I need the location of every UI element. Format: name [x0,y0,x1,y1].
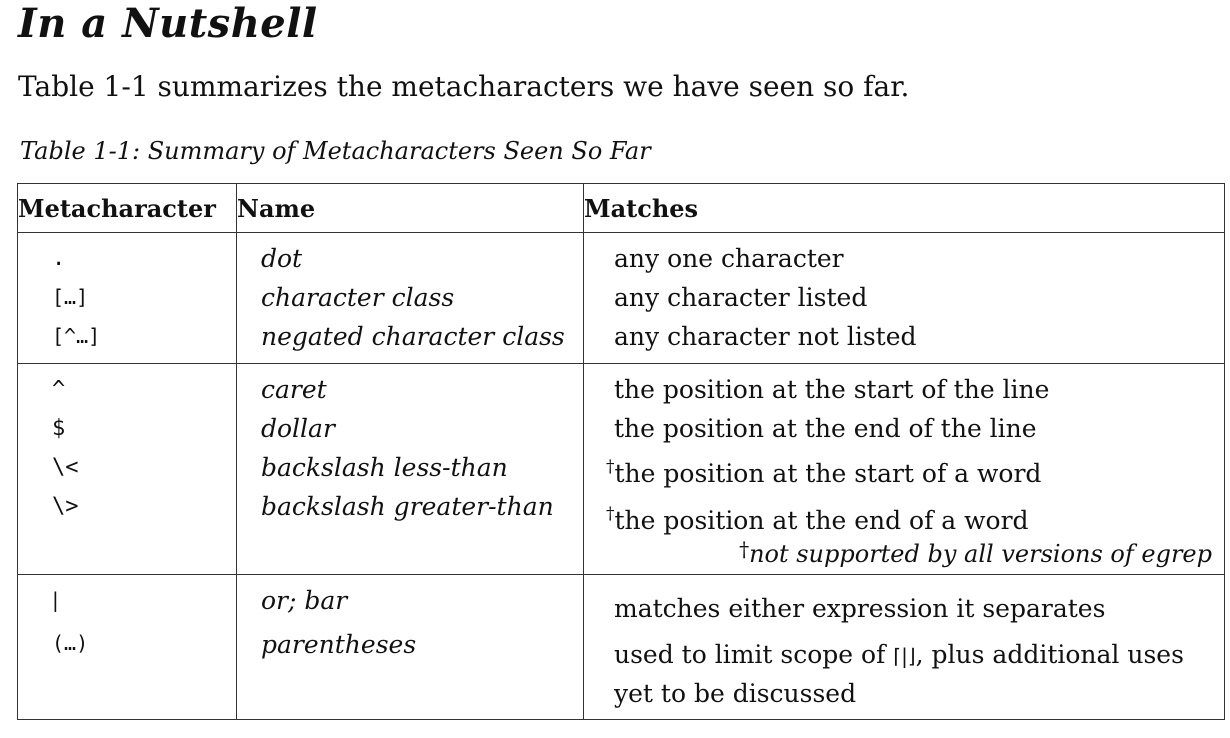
match-parentheses-continued: yet to be discussed [614,679,857,708]
match-word-start [584,448,1224,487]
name-dollar: dollar [261,414,335,443]
match-word-end-text: the position at the end of a word [614,506,1029,535]
table-row-group-1 [18,233,1225,364]
section-heading: In a Nutshell [18,0,318,47]
meta-dot: . [52,246,66,271]
footnote [584,533,1224,568]
match-character-class: any character listed [614,283,868,312]
intro-paragraph: Table 1-1 summarizes the metacharacters we have seen so far. [18,70,910,103]
match-negated-class: any character not listed [614,322,917,351]
metacharacter-cell [18,233,237,364]
name-bar: or; bar [261,586,348,615]
metacharacter-table [17,183,1225,720]
match-caret: the position at the start of the line [614,375,1050,404]
match-word-end [584,487,1224,533]
name-cell [237,364,584,575]
column-header-metacharacter: Metacharacter [18,184,237,233]
match-dot: any one character [614,244,844,273]
name-negated-class: negated character class [261,322,565,351]
match-word-start-text: the position at the start of a word [614,459,1042,488]
name-character-class: character class [261,283,455,312]
table-caption: Table 1-1: Summary of Metacharacters Seen So Far [20,137,651,165]
column-header-matches: Matches [584,184,1225,233]
meta-character-class: […] [52,285,89,309]
table-row-group-2 [18,364,1225,575]
metacharacter-cell [18,364,237,575]
dagger-mark: † [606,504,615,524]
footnote-text: not supported by all versions of egrep [749,540,1212,568]
meta-bar: | [52,588,59,612]
name-word-start: backslash less-than [261,453,508,482]
bar-symbol: ⌈|⌋ [893,644,916,668]
matches-cell [584,575,1225,720]
column-header-name: Name [237,184,584,233]
match-dollar: the position at the end of the line [614,414,1037,443]
meta-word-end: \> [52,494,79,519]
match-bar: matches either expression it separates [614,594,1106,623]
meta-caret: ^ [52,377,66,402]
meta-parentheses: (…) [52,631,89,655]
table-row-group-3 [18,575,1225,720]
matches-cell [584,364,1225,575]
name-cell [237,575,584,720]
meta-word-start: \< [52,455,79,480]
name-parentheses: parentheses [261,630,417,659]
meta-dollar: $ [52,416,66,441]
match-parentheses-text: used to limit scope of [614,640,894,669]
name-dot: dot [261,244,303,273]
name-word-end: backslash greater-than [261,492,554,521]
meta-negated-class: [^…] [52,324,101,348]
table-header-row [18,184,1225,233]
match-parentheses [584,628,1224,674]
dagger-mark: † [606,457,615,477]
metacharacter-cell [18,575,237,720]
footnote-dagger: † [739,537,750,561]
match-parentheses-text-after: , plus additional uses [915,640,1184,669]
name-cell [237,233,584,364]
matches-cell [584,233,1225,364]
name-caret: caret [261,375,327,404]
